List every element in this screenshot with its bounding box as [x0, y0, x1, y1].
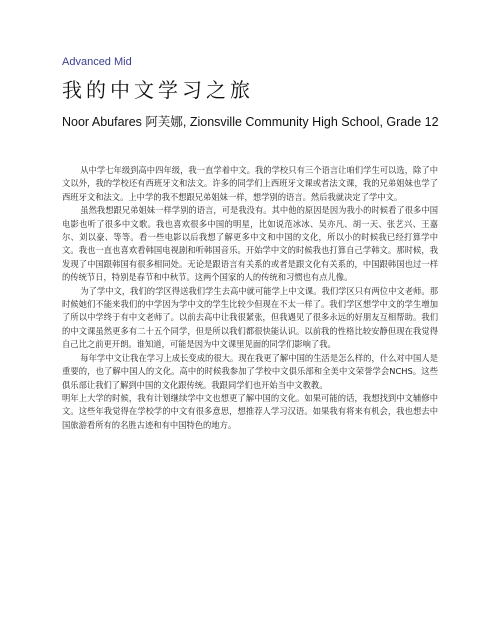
paragraph: 为了学中文，我们的学区得送我们学生去高中就可能学上中文课。我们学区只有两位中文老师。那时候她们不能来我们的中学因为学中文的学生比较少但现在不太一样了。我们学区想学中文的学生增加了所以中学终于有中文老师了。以前去高中让我很紧张，但我遇见了很多永远的好朋友互相帮助。我们的中文课虽然更多有二十五个同学，但是所以我们都很快能认识。以前我的性格比较安静但现在我觉得自己比之前更开朗。谁知道，可能是因为中文课里见面的同学们影响了我。 — [62, 285, 438, 350]
essay-body — [62, 164, 438, 432]
paragraph: 明年上大学的时候，我有计划继续学中文也想更了解中国的文化。如果可能的话，我想找到中文辅修中文。这些年我觉得在学校学的中文有很多意思，想推荐人学习汉语。如果我有将来有机会，我也想去中国旅游看所有的名胜古迹和有中国特色的地方。 — [62, 392, 438, 430]
paragraph: 虽然我想跟兄弟姐妹一样学别的语言，可是我没有。其中他的原因是因为我小的时候看了很多中国电影也听了很多中文歌。我也喜欢很多中国的明星，比如说范冰冰、吴亦凡、胡一天、张艺兴、王嘉尔、刘以豪、等等。看一些电影以后我想了解更多中文和中国的文化，所以小的时候我已经打算学中文。我也一直也喜欢看韩国电视剧和听韩国音乐。开始学中文的时候我也打算自己学韩文。那时候，我发现了中国跟韩国有很多相同处。无论是跟语言有关系的或者是跟文化有关系的，中国跟韩国也过一样的传统节日，特别是春节和中秋节。这两个国家的人的传统和习惯也有点儿像。 — [62, 205, 438, 283]
level-label: Advanced Mid — [62, 56, 132, 68]
paragraph: 每年学中文让我在学习上成长变成的很大。现在我更了解中国的生活是怎么样的，什么对中国人是重要的，也了解中国人的文化。高中的时候我参加了学校中文俱乐部和全美中文荣誉学会NCHS。这些俱乐部让我们了解到中国的文化跟传统。我跟同学们也开始当中文教教。 — [62, 352, 438, 390]
paragraph: 从中学七年级到高中四年级，我一直学着中文。我的学校只有三个语言让咱们学生可以选，除了中文以外，我的学校还有西班牙文和法文。许多的同学们上西班牙文课或者法文课，我的兄弟姐妹也学了西班牙文和法文。上中学的我不想跟兄弟姐妹一样，想学别的语言。然后我就决定了学中文。 — [62, 165, 438, 202]
author-line: Noor Abufares 阿芙娜, Zionsville Community High School, Grade 12 — [62, 115, 439, 129]
essay-title: 我的中文学习之旅 — [62, 78, 254, 102]
